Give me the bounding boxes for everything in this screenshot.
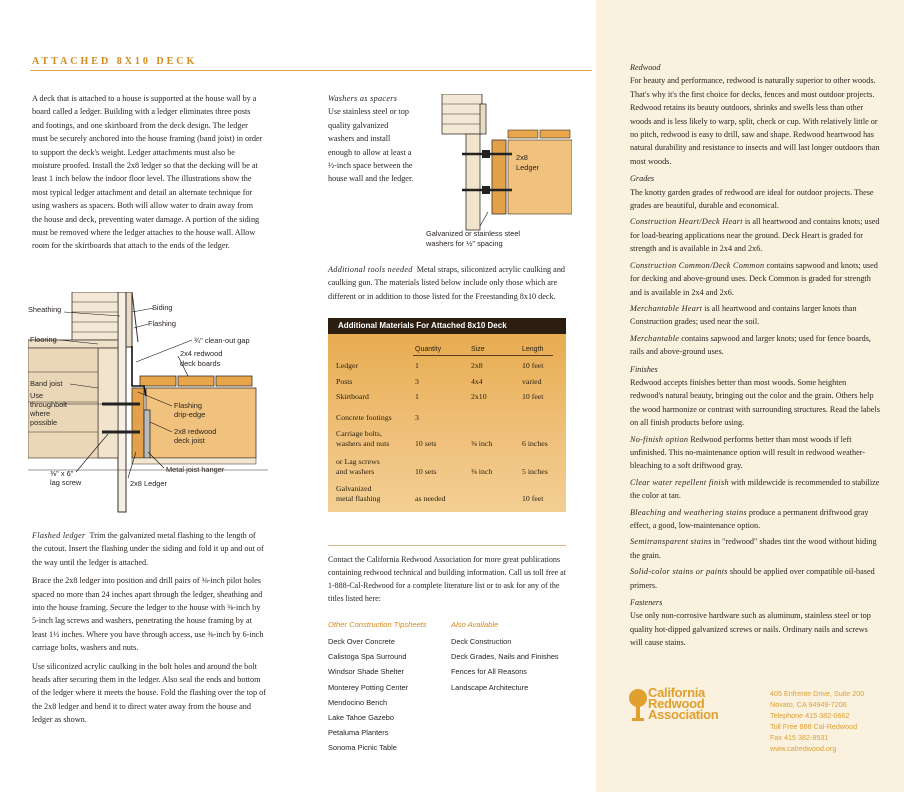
label-use-2: throughbolt [30, 400, 67, 409]
grade-term: Merchantable [630, 333, 680, 343]
washers-ledger [492, 140, 506, 214]
table-row-qty: 10 sets [415, 439, 437, 448]
siding-layer [126, 292, 132, 347]
list-item: Deck Construction [451, 637, 512, 646]
label-flashing-drip-1: Flashing [174, 401, 202, 410]
list-item: Windsor Shade Shelter [328, 667, 404, 677]
tools-section [328, 263, 573, 303]
label-deck-boards-1: 2x4 redwood [180, 349, 223, 358]
label-deck-boards-2: deck boards [180, 359, 221, 368]
table-row-item: Posts [336, 377, 353, 386]
table-row-length: 10 feet [522, 361, 544, 370]
table-row-qty: as needed [415, 494, 446, 503]
label-sheathing: Sheathing [28, 305, 62, 314]
table-row-qty: 1 [415, 361, 419, 370]
logo-line: Association [648, 707, 719, 722]
table-row-item-2: washers and nuts [336, 439, 390, 448]
washers-caption-1: Galvanized or stainless steel [426, 229, 521, 238]
grade-item [630, 215, 880, 255]
washers-caption-2: washers for ½" spacing [426, 239, 503, 248]
heading-divider [30, 70, 592, 71]
redwood-title: Redwood [630, 63, 661, 72]
finish-term: Solid-color stains or paints [630, 567, 728, 577]
label-ledger: 2x8 Ledger [130, 479, 167, 488]
toll-free: Toll Free 888 Cal-Redwood [770, 722, 858, 731]
header-rule [413, 355, 553, 356]
list-item: Calistoga Spa Surround [328, 652, 407, 662]
grade-item [630, 302, 880, 329]
flashed-ledger-p2: Brace the 2x8 ledger into position and drill pairs of ⅜-inch pilot holes spaced no more than 24 inches apart through the ledger, sheathing and into the house framing. Secure the ledger to the house with ⅜-inch by 5-inch lag screws and washers, penetrating the house framing by at least 1½ inches. Where you have through access, use ⅜-inch by 6-inch carriage bolts, washers and nuts. [32, 576, 264, 653]
label-lag-1: ⅜" x 6" [50, 469, 74, 478]
association-address [770, 688, 864, 754]
list-item: Mendocino Bench [328, 697, 388, 707]
ledger-board [132, 388, 144, 458]
table-row-size: ⅜ inch [471, 467, 493, 476]
logo-line: California [648, 685, 705, 700]
grade-desc: contains sapwood and knots; used for decking and above-ground uses. Deck Common is graded for strength and is available in 2x4 and 2x6. [630, 260, 878, 297]
finish-term: Clear water repellent finish [630, 477, 729, 487]
flashed-ledger-section [32, 529, 267, 732]
list-item: Lake Tahoe Gazebo [328, 713, 395, 723]
flashed-ledger-body: Trim the galvanized metal flashing to the length of the cutout. Insert the flashing under the siding and fold it up and out of the way until the ledger is attached. [32, 531, 264, 567]
finish-term: Semitransparent stains [630, 537, 712, 547]
table-row-item: Skirtboard [336, 392, 369, 401]
label-flashing-drip-2: drip-edge [174, 410, 206, 419]
label-siding: Siding [152, 303, 173, 312]
flashed-ledger-p3: Use siliconized acrylic caulking in the bolt holes and around the bolt heads after securing them in the ledger. Also seal the ends and bottom of the ledger where it meets the house. Fold the flashing over the top of the 2x8 ledger and bend it to direct water away from the house and ledger as shown. [32, 661, 266, 725]
deck-board-3 [216, 376, 252, 386]
col-header-quantity: Quantity [415, 346, 442, 353]
label-joist-hanger: Metal joist hanger [166, 465, 225, 474]
materials-table-title: Additional Materials For Attached 8x10 Deck [328, 318, 566, 334]
deck-joist [146, 388, 256, 458]
label-use-4: possible [30, 418, 58, 427]
label-band-joist: Band joist [30, 379, 63, 388]
list-item: Deck Over Concrete [328, 637, 395, 646]
stud-wall [72, 292, 118, 340]
intro-text [32, 92, 264, 258]
table-row-qty: 1 [415, 392, 419, 401]
finish-term: No-finish option [630, 434, 689, 444]
flashed-ledger-title: Flashed ledger [32, 531, 86, 540]
finish-item [630, 433, 880, 473]
label-deck-joist-2: deck joist [174, 436, 205, 445]
contact-divider [328, 545, 566, 546]
label-use-1: Use [30, 391, 44, 400]
redwood-tree-logo-icon [628, 688, 648, 722]
table-row-size: 2x10 [471, 392, 487, 401]
table-row-length: 5 inches [522, 467, 548, 476]
website-link[interactable]: www.calredwood.org [770, 744, 837, 753]
joist-hanger [144, 410, 150, 458]
finish-desc: in "redwood" shades tint the wood without hiding the grain. [630, 537, 877, 560]
finish-item [630, 535, 880, 562]
table-row-size: 4x4 [471, 377, 483, 386]
washers-ledger-label-2: Ledger [516, 163, 540, 172]
intro-paragraph: A deck that is attached to a house is supported at the house wall by a board called a ledger. Building with a ledger eliminates three posts and footings, and one skirtboard from the deck design. The ledger must be securely anchored into the house framing (band joist) in order to support the deck's weight. Ledger attachments must also be moisture proofed. Install the 2x8 ledger so that the decking will be at least 1 inch below the indoor floor level. The illustrations show the most typical ledger attachment and detail an alternate technique for using washers as spacers. Both will allow water to drain away from the house and deck, preventing water damage. A portion of the siding must be removed where the ledger attaches to the house wall. Allow room for the skirtboards that attach to the ends of the ledger. [32, 94, 263, 251]
washers-body: Use stainless steel or top quality galvanized washers and install enough to allow at least a ½-inch space between the house wall and the ledger. [328, 107, 414, 184]
finish-item [630, 565, 880, 592]
finish-desc: with mildewcide is recommended to stabilize the color at tan. [630, 477, 880, 501]
deck-board-2 [178, 376, 214, 386]
finish-desc: produce a permanent driftwood gray effect, a good, low-maintenance option. [630, 507, 869, 530]
table-row-size: 2x8 [471, 361, 483, 370]
table-row-item: or Lag screws [336, 457, 380, 466]
washers-diagram [422, 94, 572, 254]
tipsheets-title: Other Construction Tipsheets [328, 620, 427, 629]
washers-section [328, 92, 414, 186]
grades-title: Grades [630, 174, 655, 184]
redwood-body: For beauty and performance, redwood is naturally superior to other woods. That's why it's the first choice for decks, fences and most outdoor projects. Redwood retains its beauty outdoors, shrinks and swells less than other woods and is less likely to warp, split, check or cup. With relatively little or no pitch, redwood is easy to drill, saw and shape. Redwood heartwood has natural durability and resistance to insects and will last longer outdoors than most woods. [630, 76, 880, 166]
table-row-item-2: and washers [336, 467, 375, 476]
table-row-qty: 3 [415, 413, 419, 422]
grades-body: The knotty garden grades of redwood are ideal for outdoor projects. These grades are beautiful, durable and economical. [630, 187, 874, 211]
also-available-list [451, 634, 559, 695]
finishes-body: Redwood accepts finishes better than most woods. Some heighten redwood's natural beauty, bringing out the color and the grain. Others help the wood harmonize or contrast with surrounding structures. Read the labels on all finish products before using. [630, 377, 880, 428]
list-item: Fences for All Reasons [451, 667, 527, 677]
list-item: Landscape Architecture [451, 682, 529, 692]
fasteners-body: Use only non-corrosive hardware such as aluminum, stainless steel or top quality hot-dipped galvanized screws or nails. Ordinary nails and screws will cause stains. [630, 611, 871, 648]
flashed-ledger-paragraph [32, 529, 267, 569]
finish-term: Bleaching and weathering stains [630, 507, 747, 517]
right-column-text [630, 57, 880, 653]
label-use-3: where [30, 409, 51, 418]
finish-item [630, 476, 880, 503]
list-item: Monterey Potting Center [328, 682, 409, 692]
list-item: Sonoma Picnic Table [328, 743, 397, 753]
materials-table [328, 318, 566, 512]
list-item: Deck Grades, Nails and Finishes [451, 652, 559, 662]
table-row-qty: 10 sets [415, 467, 437, 476]
label-deck-joist-1: 2x8 redwood [174, 427, 217, 436]
grade-desc: is all heartwood and contains larger knots than Construction grades; used near the soil. [630, 303, 857, 327]
sheathing-layer [118, 292, 126, 512]
label-flooring: Flooring [30, 335, 57, 344]
finishes-title: Finishes [630, 364, 658, 374]
ledger-diagram [28, 292, 268, 522]
address-line: 405 Enfrente Drive, Suite 200 [770, 689, 865, 698]
grade-term: Merchantable Heart [630, 303, 703, 313]
finish-item [630, 506, 880, 533]
phone: Telephone 415 382-0662 [770, 711, 850, 720]
deck-board-1 [140, 376, 176, 386]
tools-body: Metal straps, siliconized acrylic caulking and caulking gun. The materials listed below include only those which are different or in addition to those listed for the Freestanding 8x10 deck. [328, 265, 566, 301]
label-clean-out: ¾" clean-out gap [194, 336, 250, 345]
also-available-title: Also Available [451, 620, 499, 629]
col-header-length: Length [522, 346, 544, 353]
label-lag-2: lag screw [50, 478, 82, 487]
grade-item [630, 332, 880, 359]
grade-desc: contains sapwood and larger knots; used for fence boards, rails and above-ground uses. [630, 333, 871, 357]
tipsheets-list [328, 634, 408, 756]
list-item: Petaluma Planters [328, 728, 389, 738]
logo-line: Redwood [648, 696, 705, 711]
table-row-item-2: metal flashing [336, 494, 381, 503]
fax: Fax 415 382-8531 [770, 733, 829, 742]
table-row-item: Galvanized [336, 484, 372, 493]
finish-desc: should be applied over compatible oil-based primers. [630, 567, 875, 590]
washers-ledger-label-1: 2x8 [516, 153, 528, 162]
washers-title: Washers as spacers [328, 94, 398, 103]
association-logo-text [648, 687, 718, 720]
table-row-size: ⅜ inch [471, 439, 493, 448]
table-row-length: 10 feet [522, 392, 544, 401]
table-row-length: varied [522, 377, 542, 386]
table-row-qty: 3 [415, 377, 419, 386]
fasteners-title: Fasteners [630, 598, 663, 608]
tools-title: Additional tools needed [328, 265, 413, 274]
grade-term: Construction Common/Deck Common [630, 260, 765, 270]
address-line: Novato, CA 94949-7206 [770, 700, 847, 709]
table-row-item: Ledger [336, 361, 359, 370]
col-header-size: Size [471, 346, 485, 353]
grade-item [630, 259, 880, 299]
table-row-length: 10 feet [522, 494, 544, 503]
table-row-item: Carriage bolts, [336, 429, 382, 438]
table-row-item: Concrete footings [336, 413, 392, 422]
contact-text: Contact the California Redwood Association for more great publications containing redwood technical and building information. Call us toll free at 1-888-Cal-Redwood for a complete literature list or to ask for any of the titles listed here: [328, 555, 566, 603]
grade-desc: is all heartwood and contains knots; used for load-bearing applications near the ground. Deck Heart is graded for strength and is available in 2x4 and 2x6. [630, 217, 880, 254]
page-heading: ATTACHED 8X10 DECK [32, 56, 198, 67]
finish-desc: Redwood performs better than most woods if left unfinished. This no-maintenance option will result in redwood weather-bleaching to a soft driftwood gray. [630, 434, 866, 471]
label-flashing: Flashing [148, 319, 176, 328]
table-row-length: 6 inches [522, 439, 548, 448]
grade-term: Construction Heart/Deck Heart [630, 217, 743, 227]
